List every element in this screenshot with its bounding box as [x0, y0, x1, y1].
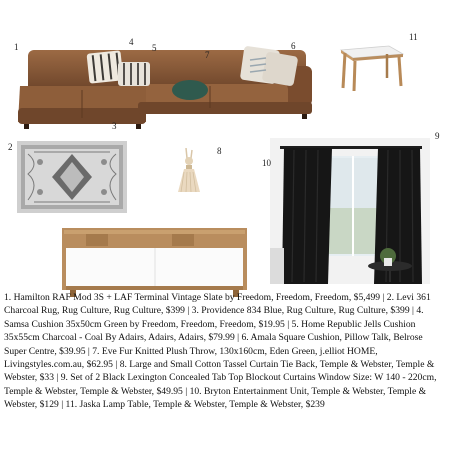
blackout-curtains-image [270, 138, 430, 284]
item-label-2: 2 [8, 142, 13, 152]
item-label-10: 10 [262, 158, 271, 168]
item-label-1: 1 [14, 42, 19, 52]
item-label-4: 4 [129, 37, 134, 47]
lamp-table-image [337, 44, 405, 92]
tassel-tie-back-image [174, 148, 204, 194]
item-label-7: 7 [205, 50, 210, 60]
leather-sofa-image [10, 38, 315, 133]
product-list-caption: 1. Hamilton RAF Mod 3S + LAF Terminal Vintage Slate by Freedom, Freedom, Freedom, $5,499 | 2. Levi 361 Charcoal Rug, Rug Culture, Rug Culture, $399 | 3. Providence 834 Blue, Rug Culture, Rug Culture, $399 | 4. Samsa Cushion 35x50cm Green by Freedom, Freedom, Freedom, $19.95 | 5. Home Republic Jells Cushion 35x55cm Charcoal - Coal By Adairs, Adairs, Adairs, $79.99 | 6. Amala Square Cushion, Pillow Talk, Belrose Super Centre, $39.95 | 7. Eve Fur Knitted Plush Throw, 130x160cm, Eden Green, j.elliot HOME, Livingstyles.com.au, $62.95 | 8. Large and Small Cotton Tassel Curtain Tie Back, Temple & Webster, Temple & Webster, $33 | 9. Set of 2 Black Lexington Concealed Tab Top Blockout Curtains Window Size: W 140 - 220cm, Temple & Webster, Temple & Webster, $49.95 | 10. Bryton Entertainment Unit, Temple & Webster, Temple & Webster, $129 | 11. Jaska Lamp Table, Temple & Webster, Temple & Webster, $239 [4, 292, 437, 411]
item-label-6: 6 [291, 41, 296, 51]
item-label-5: 5 [152, 43, 157, 53]
item-label-3: 3 [112, 121, 117, 131]
item-label-11: 11 [409, 32, 418, 42]
item-label-8: 8 [217, 146, 222, 156]
rug-image [16, 140, 128, 214]
item-label-9: 9 [435, 131, 440, 141]
entertainment-unit-image [62, 228, 247, 300]
